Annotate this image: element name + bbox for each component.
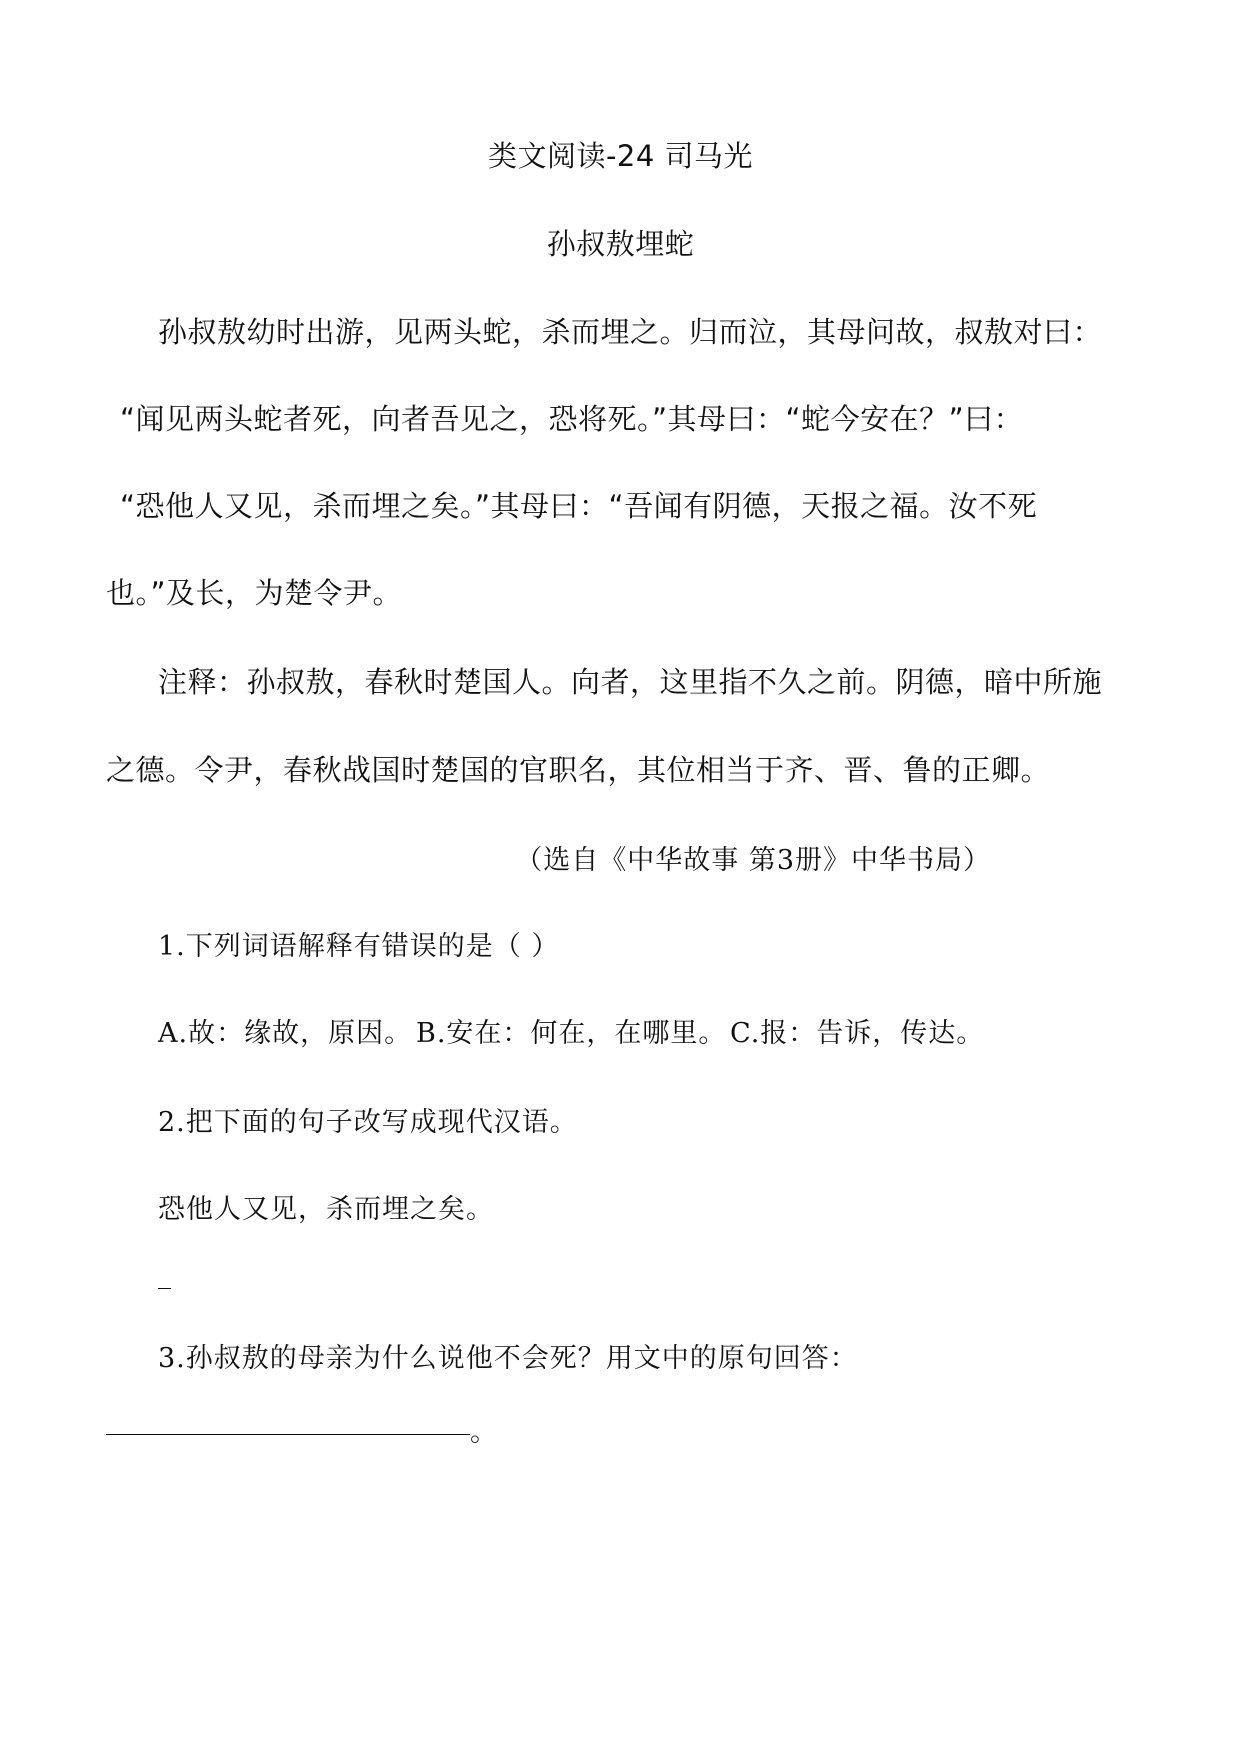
answer-blank-3[interactable]	[106, 1434, 470, 1435]
option-c: C.报：告诉，传达。	[730, 1018, 985, 1049]
notes-line: 之德。令尹，春秋战国时楚国的官职名，其位相当于齐、晋、鲁的正卿。	[106, 753, 1051, 787]
notes-line: 注释：孙叔敖，春秋时楚国人。向者，这里指不久之前。阴德，暗中所施	[158, 665, 1103, 699]
story-title: 孙叔敖埋蛇	[546, 227, 695, 261]
question-3-text: 3.孙叔敖的母亲为什么说他不会死？用文中的原句回答：	[158, 1343, 858, 1374]
question-1-text: 1.下列词语解释有错误的是（ ）	[158, 931, 560, 962]
page-title: 类文阅读-24 司马光	[487, 139, 754, 173]
option-a: A.故：缘故，原因。	[158, 1018, 413, 1049]
source-citation: （选自《中华故事 第3册》中华书局）	[515, 845, 991, 876]
passage-line: “闻见两头蛇者死，向者吾见之，恐将死。”其母曰：“蛇今安在？”曰：	[120, 402, 1024, 436]
answer-blank-2[interactable]	[158, 1288, 171, 1289]
passage-line: 孙叔敖幼时出游，见两头蛇，杀而埋之。归而泣，其母问故，叔敖对曰：	[158, 315, 1103, 349]
passage-line: 也。”及长，为楚令尹。	[106, 576, 403, 610]
option-b: B.安在：何在，在哪里。	[416, 1018, 727, 1049]
passage-line: “恐他人又见，杀而埋之矣。”其母曰：“吾闻有阴德，天报之福。汝不死	[120, 489, 1038, 523]
question-2-sentence: 恐他人又见，杀而埋之矣。	[158, 1194, 494, 1225]
question-2-text: 2.把下面的句子改写成现代汉语。	[158, 1107, 578, 1138]
answer-end-mark: 。	[470, 1417, 498, 1448]
